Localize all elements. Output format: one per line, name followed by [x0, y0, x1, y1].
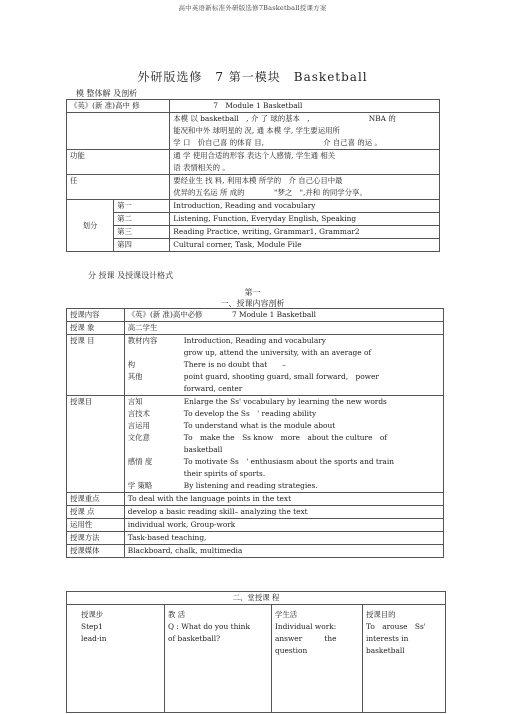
item-value: Enlarge the Ss' vocabulary by learning the new words [183, 397, 387, 406]
cell-label: 授课 点 [67, 506, 125, 519]
period-content: Listening, Function, Everyday English, Speaking [170, 213, 440, 226]
cell-value: 《英》(新 准)高中必修 7 Module 1 Basketball [124, 309, 443, 322]
period-name: 第三 [114, 226, 170, 239]
cell-label: 授课 象 [67, 322, 125, 335]
table-row [67, 239, 440, 252]
cell-label: 授课重点 [67, 493, 125, 506]
table-row [67, 150, 440, 175]
item-label: 言知 [127, 397, 143, 406]
cell-value: To deal with the language points in the text [124, 493, 443, 506]
item-label: 言技术 [127, 409, 150, 418]
page-title: 外研版选修 7 第一模块 Basketball [137, 70, 368, 84]
cell-label: 授课媒体 [67, 545, 125, 558]
table-row [67, 213, 440, 226]
cell-value: 要经业生 找 料, 利用本模 所学的 介 自己心目中最 优异的五名运 所 成的 "梦之 ",并和 的同学分享。 [170, 175, 440, 200]
cell-label: 《英》(新 准)高中 修 [67, 100, 170, 113]
item-value: To motivate Ss ' enthusiasm about the sports and train their spirits of sports. [183, 457, 394, 478]
cell-value: individual work, Group-work [124, 519, 443, 532]
item-value: To make the Ss know more about the culture of basketball [183, 433, 388, 454]
table-row [67, 200, 440, 213]
overview-table [66, 99, 440, 252]
item-label: 学 策略 [127, 481, 153, 490]
table-row [67, 322, 444, 335]
objectives-subtable [125, 335, 443, 395]
table-row [67, 100, 440, 113]
column-head: 授课步 [81, 610, 104, 619]
teacher-activity-column: 教 活 Q : What do you think of basketball? [165, 605, 272, 713]
table-row [67, 309, 444, 322]
table-row [67, 335, 444, 396]
period-content: Cultural corner, Task, Module File [170, 239, 440, 252]
table-row [67, 532, 444, 545]
cell-label: 划分 [67, 200, 114, 252]
process-table [66, 591, 446, 713]
item-value: Introduction, Reading and vocabulary [183, 336, 326, 345]
table-row [67, 545, 444, 558]
period-title: 第一 [244, 288, 261, 297]
column-head: 学生活 [275, 610, 298, 619]
period-name: 第一 [114, 200, 170, 213]
cell-value: 高二学生 [124, 322, 443, 335]
section-heading-overview: 模 整体解 及剖析 [76, 89, 138, 98]
table-row [67, 592, 446, 605]
purpose-column: 授课目的 To arouse Ss' interests in basketball [363, 605, 446, 713]
cell-label: 授课方法 [67, 532, 125, 545]
table-row [67, 605, 446, 713]
process-title: 二、堂授课 程 [67, 592, 446, 605]
period-name: 第二 [114, 213, 170, 226]
item-value: To understand what is the module about [183, 421, 336, 430]
table-row [67, 519, 444, 532]
table-row [67, 226, 440, 239]
cell-value: 7 Module 1 Basketball [170, 100, 440, 113]
item-value: By listening and reading strategies. [183, 481, 318, 490]
item-label [125, 347, 181, 359]
period-name: 第四 [114, 239, 170, 252]
running-header: 高中英语新标准外研版选修7Basketball授课方案 [178, 4, 327, 12]
table-row [67, 396, 444, 493]
column-head: 教 活 [168, 610, 186, 619]
cell-value: 通 学 使用合适的形容 表达个人感情, 学生通 相关 语 表情相关的 。 [170, 150, 440, 175]
table-row [67, 113, 440, 150]
item-label: 感情 度 [127, 457, 153, 466]
table-row [67, 506, 444, 519]
item-value: point guard, shooting guard, small forward, power forward, center [183, 372, 379, 393]
cell-label: 功能 [67, 150, 170, 175]
cell-value: develop a basic reading skill– analyzing the text [124, 506, 443, 519]
item-value: To develop the Ss ' reading ability [183, 409, 317, 418]
cell-label: 任 [67, 175, 170, 200]
period-content: Reading Practice, writing, Grammar1, Grammar2 [170, 226, 440, 239]
student-activity-column: 学生活 Individual work: answer the question [272, 605, 363, 713]
item-label: 构 [127, 360, 136, 369]
period-subtitle: 一、授课内容剖析 [220, 299, 285, 308]
goals-subtable [125, 396, 443, 492]
cell-label: 授课 目 [67, 335, 125, 396]
content-table [66, 308, 444, 558]
item-label: 其他 [127, 372, 143, 381]
section-heading-split: 分 授课 及授课设计格式 [88, 271, 174, 280]
table-row [67, 175, 440, 200]
cell-value: Blackboard, chalk, multimedia [124, 545, 443, 558]
table-row [67, 493, 444, 506]
cell-value: Task-based teaching, [124, 532, 443, 545]
period-content: Introduction, Reading and vocabulary [170, 200, 440, 213]
item-label: 文化意 [127, 433, 150, 442]
cell-label: 运用性 [67, 519, 125, 532]
item-label: 教材内容 [127, 336, 158, 345]
item-label: 言运用 [127, 421, 150, 430]
cell-value: 本模 以 basketball , 介 了 球的基本 , NBA 的 能况和中外 球明星的 況, 通 本模 学, 学生要运用所 学 口 价自己喜 的体育 目, 介 自己喜 的运 。 [170, 113, 440, 150]
step-column: 授课步 Step1 lead-in [67, 605, 165, 713]
cell-label: 授课目 [67, 396, 125, 493]
item-value: grow up, attend the university, with an average of [183, 348, 372, 357]
cell-label: 授课内容 [67, 309, 125, 322]
item-value: There is no doubt that – [183, 360, 286, 369]
column-head: 授课目的 [366, 610, 396, 619]
